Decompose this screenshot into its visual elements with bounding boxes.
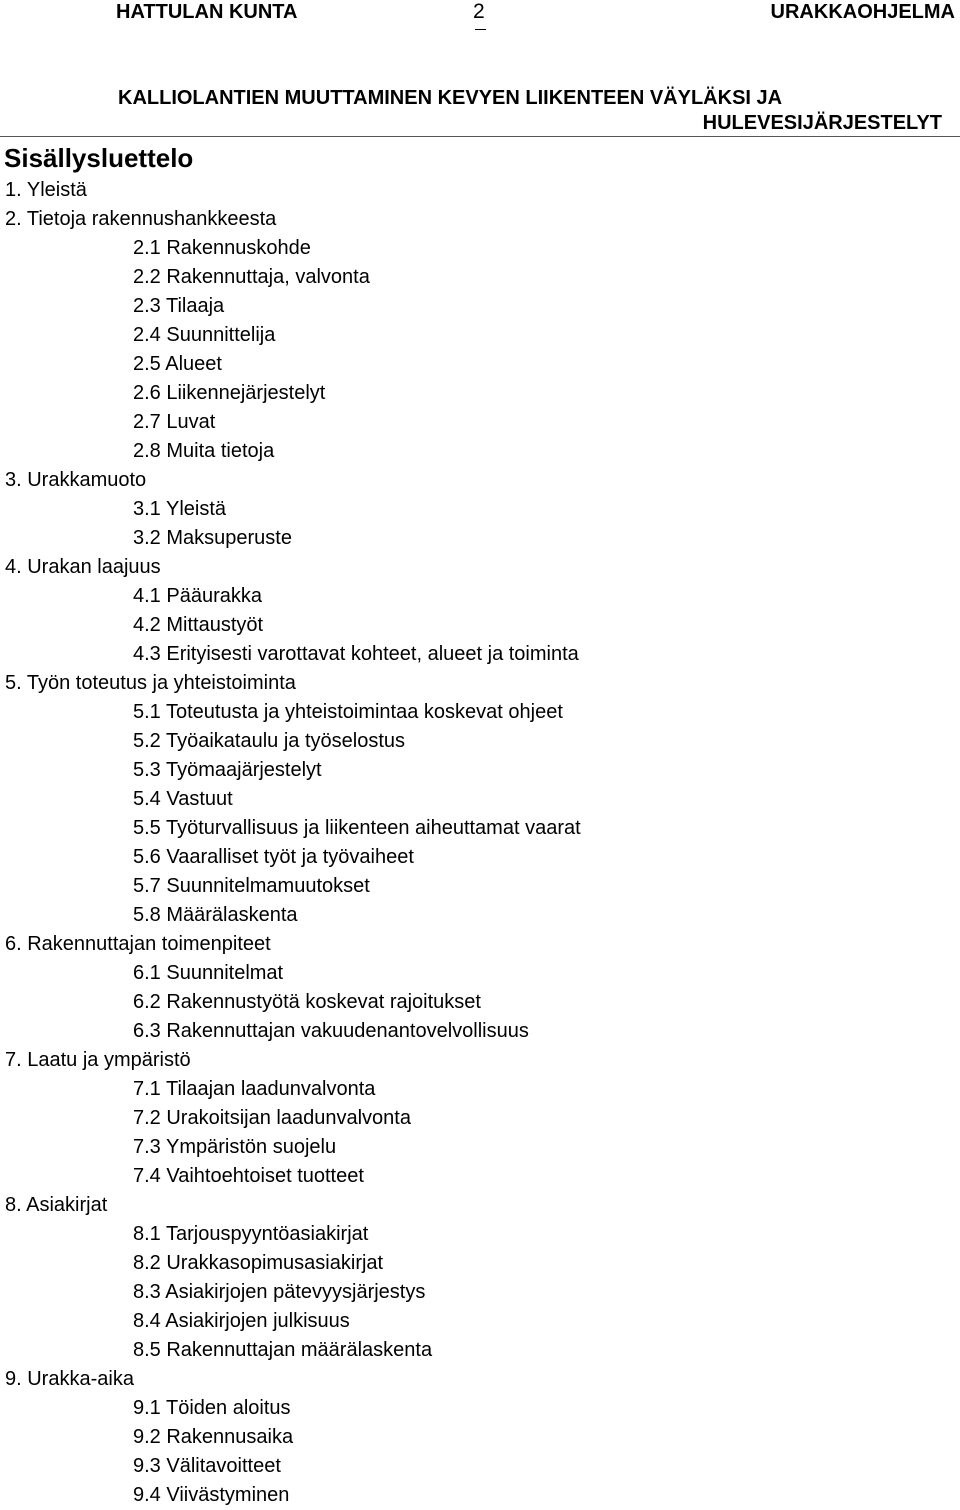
toc-section-item: 2.3 Tilaaja <box>133 295 225 317</box>
page-number: 2 <box>473 0 485 23</box>
toc-chapter-item: 6. Rakennuttajan toimenpiteet <box>5 933 271 955</box>
toc-section-item: 5.8 Määrälaskenta <box>133 904 298 926</box>
toc-section-item: 2.1 Rakennuskohde <box>133 237 311 259</box>
toc-section-item: 7.1 Tilaajan laadunvalvonta <box>133 1078 376 1100</box>
toc-section-item: 4.1 Pääurakka <box>133 585 262 607</box>
toc-section-item: 5.4 Vastuut <box>133 788 233 810</box>
toc-section-item: 7.4 Vaihtoehtoiset tuotteet <box>133 1165 364 1187</box>
toc-chapter-item: 5. Työn toteutus ja yhteistoiminta <box>5 672 296 694</box>
toc-section-item: 8.5 Rakennuttajan määrälaskenta <box>133 1339 433 1361</box>
title-divider <box>0 136 960 137</box>
toc-section-item: 8.3 Asiakirjojen pätevyysjärjestys <box>133 1281 426 1303</box>
toc-section-item: 2.4 Suunnittelija <box>133 324 276 346</box>
toc-chapter-item: 1. Yleistä <box>5 179 87 201</box>
toc-section-item: 2.2 Rakennuttaja, valvonta <box>133 266 370 288</box>
toc-section-item: 5.1 Toteutusta ja yhteistoimintaa koskevat ohjeet <box>133 701 563 723</box>
header-document-type: URAKKAOHJELMA <box>770 1 955 23</box>
toc-section-item: 5.5 Työturvallisuus ja liikenteen aiheuttamat vaarat <box>133 817 581 839</box>
toc-section-item: 3.2 Maksuperuste <box>133 527 292 549</box>
toc-section-item: 8.1 Tarjouspyyntöasiakirjat <box>133 1223 369 1245</box>
toc-chapter-item: 8. Asiakirjat <box>5 1194 108 1216</box>
toc-section-item: 9.4 Viivästyminen <box>133 1484 290 1506</box>
toc-section-item: 9.3 Välitavoitteet <box>133 1455 281 1477</box>
toc-chapter-item: 4. Urakan laajuus <box>5 556 161 578</box>
page-header <box>0 0 960 32</box>
toc-section-item: 2.7 Luvat <box>133 411 216 433</box>
toc-section-item: 5.7 Suunnitelmamuutokset <box>133 875 370 897</box>
page-number-underline <box>475 29 486 30</box>
toc-section-item: 5.3 Työmaajärjestelyt <box>133 759 322 781</box>
toc-section-item: 3.1 Yleistä <box>133 498 227 520</box>
header-municipality: HATTULAN KUNTA <box>116 1 298 23</box>
toc-section-item: 5.2 Työaikataulu ja työselostus <box>133 730 406 752</box>
toc-section-item: 2.6 Liikennejärjestelyt <box>133 382 326 404</box>
toc-chapter-item: 2. Tietoja rakennushankkeesta <box>5 208 277 230</box>
toc-chapter-item: 9. Urakka-aika <box>5 1368 134 1390</box>
toc-section-item: 6.1 Suunnitelmat <box>133 962 284 984</box>
toc-section-item: 5.6 Vaaralliset työt ja työvaiheet <box>133 846 414 868</box>
toc-chapter-item: 7. Laatu ja ympäristö <box>5 1049 191 1071</box>
toc-section-item: 4.2 Mittaustyöt <box>133 614 264 636</box>
document-title-line-2: HULEVESIJÄRJESTELYT <box>702 112 942 134</box>
toc-section-item: 9.1 Töiden aloitus <box>133 1397 291 1419</box>
toc-heading: Sisällysluettelo <box>4 143 194 173</box>
toc-section-item: 7.3 Ympäristön suojelu <box>133 1136 337 1158</box>
toc-section-item: 9.2 Rakennusaika <box>133 1426 294 1448</box>
toc-section-item: 7.2 Urakoitsijan laadunvalvonta <box>133 1107 411 1129</box>
toc-section-item: 6.2 Rakennustyötä koskevat rajoitukset <box>133 991 481 1013</box>
toc-section-item: 4.3 Erityisesti varottavat kohteet, alueet ja toiminta <box>133 643 579 665</box>
toc-section-item: 2.5 Alueet <box>133 353 222 375</box>
toc-chapter-item: 3. Urakkamuoto <box>5 469 147 491</box>
toc-section-item: 8.4 Asiakirjojen julkisuus <box>133 1310 350 1332</box>
toc-section-item: 6.3 Rakennuttajan vakuudenantovelvollisuus <box>133 1020 529 1042</box>
table-of-contents <box>0 176 960 1510</box>
toc-section-item: 8.2 Urakkasopimusasiakirjat <box>133 1252 384 1274</box>
document-title-line-1: KALLIOLANTIEN MUUTTAMINEN KEVYEN LIIKENTEEN VÄYLÄKSI JA <box>118 87 783 109</box>
toc-section-item: 2.8 Muita tietoja <box>133 440 275 462</box>
